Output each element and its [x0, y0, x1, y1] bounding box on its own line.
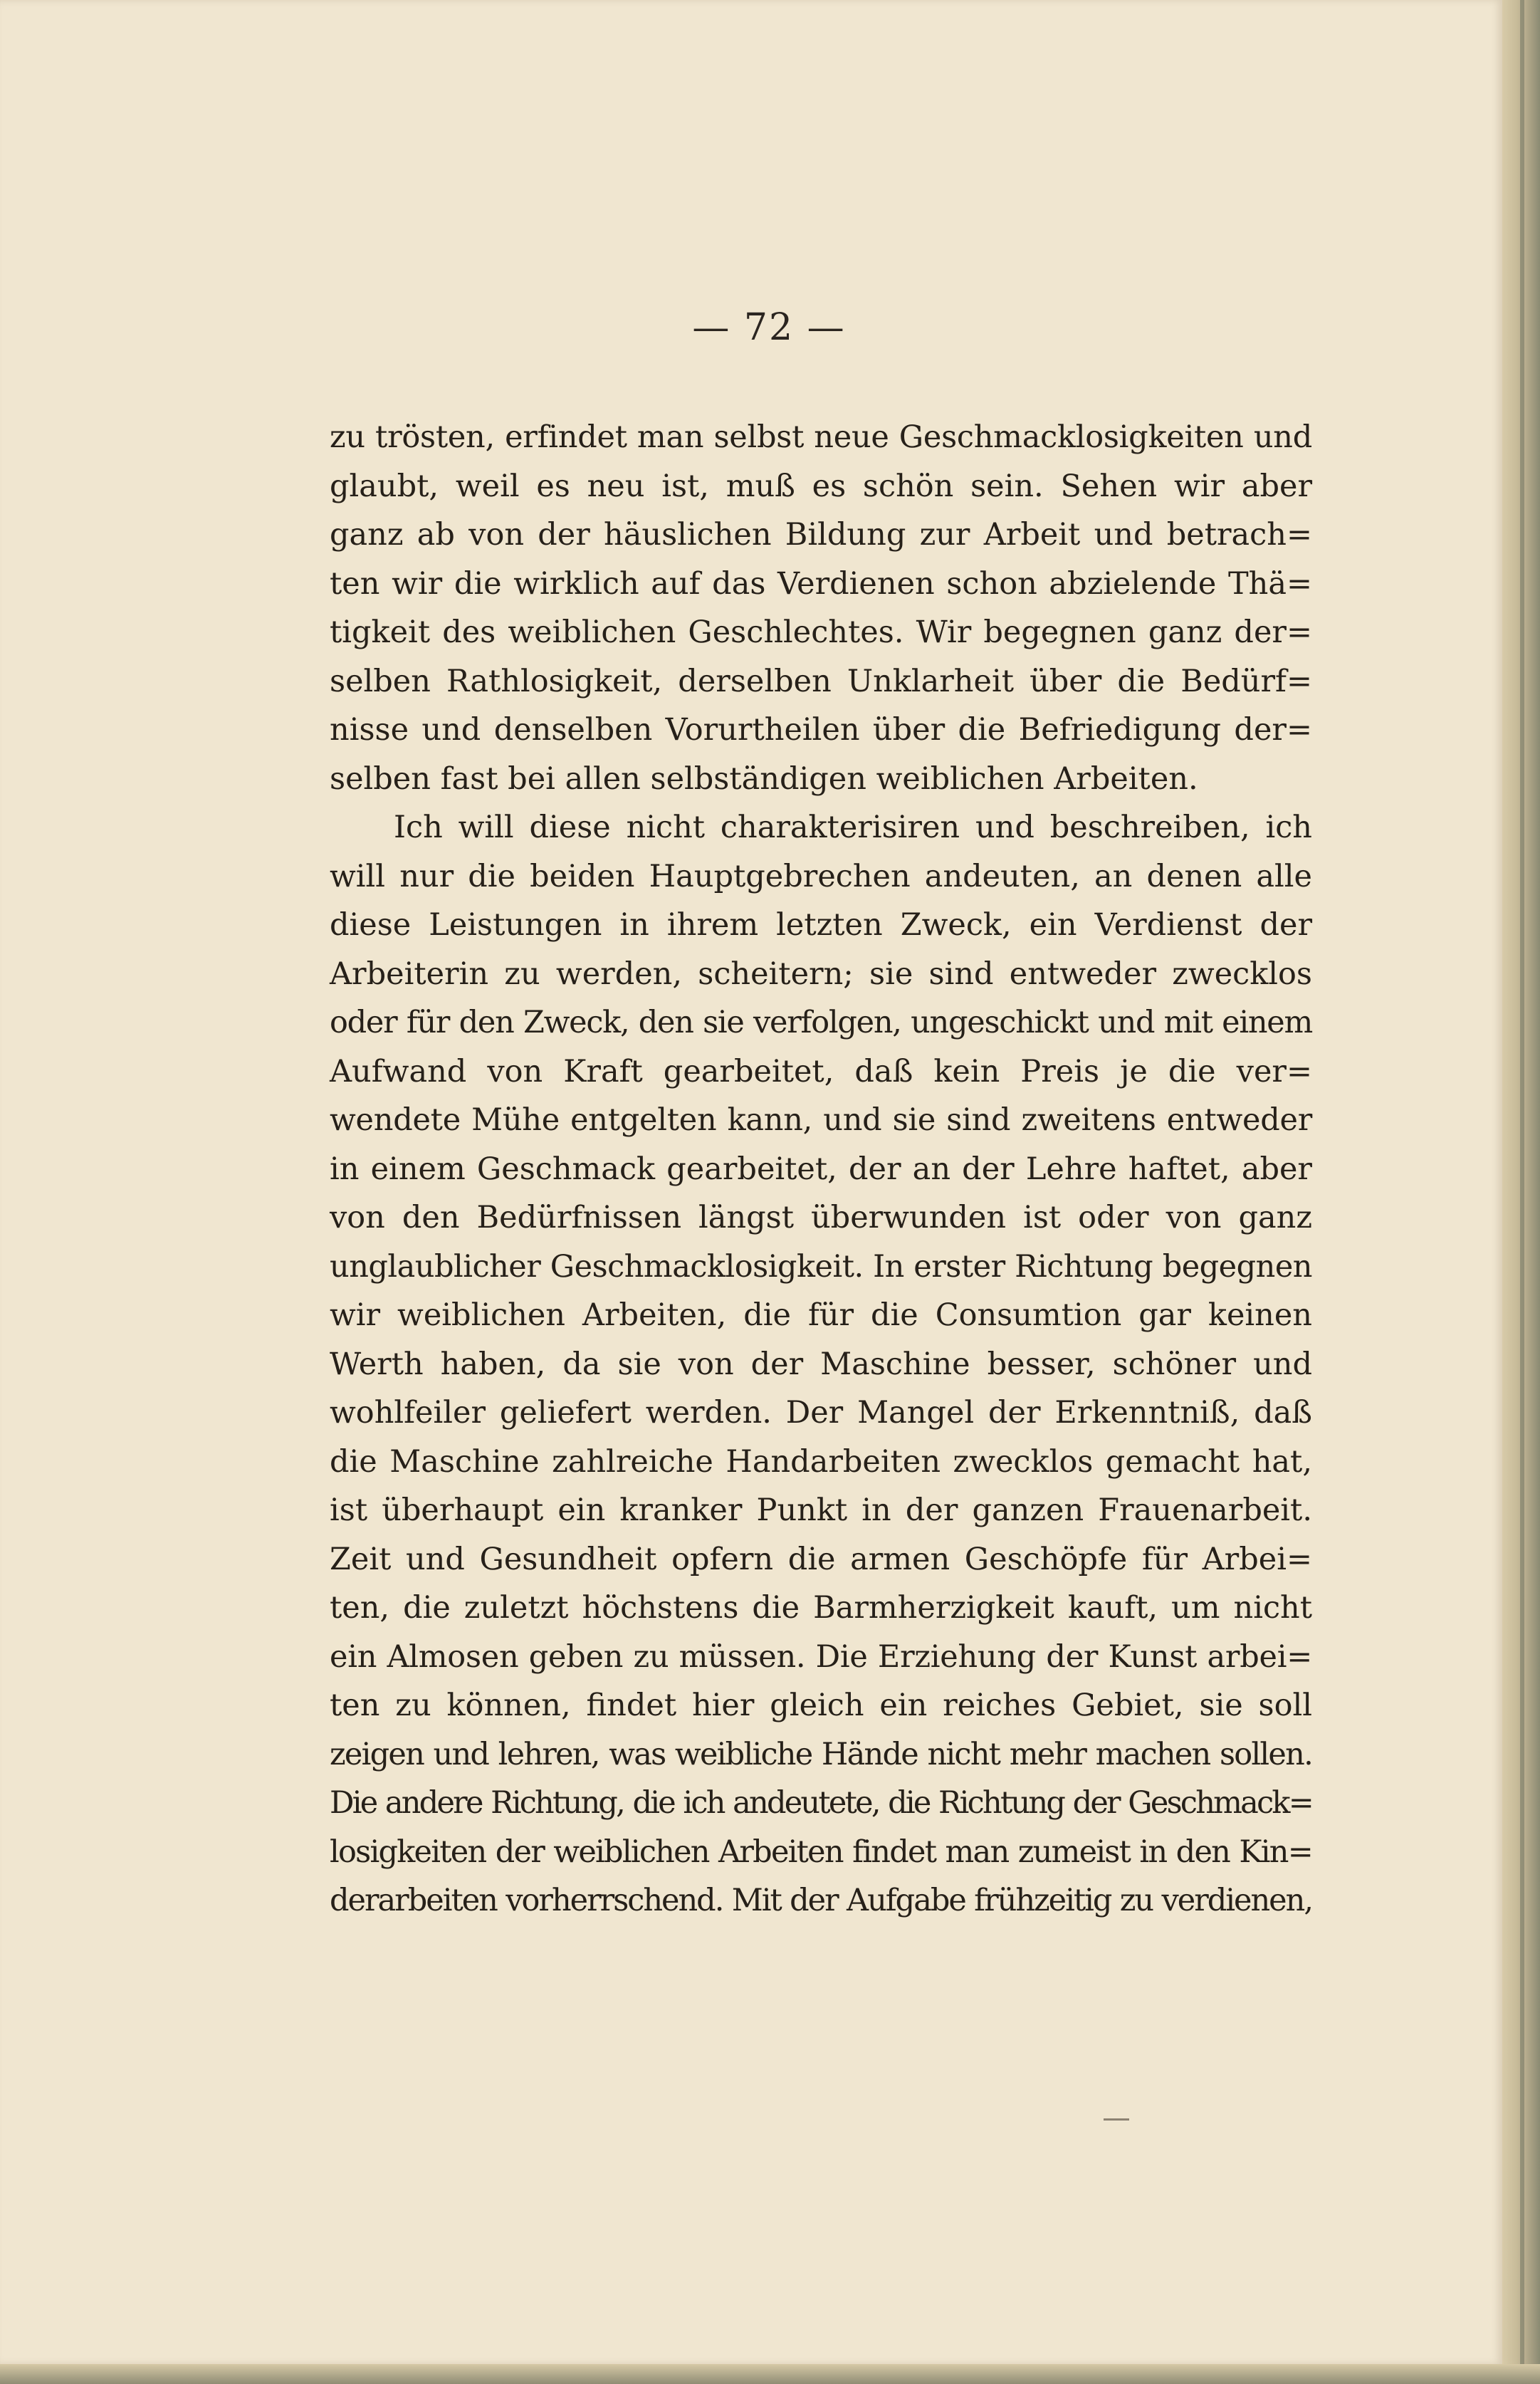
paragraph-start-line: Ich will diese nicht charakterisiren und beschreiben, ich	[394, 810, 1312, 845]
text-line: nisse und denselben Vorurtheilen über die Befriedigung der=	[330, 712, 1312, 748]
text-line: Aufwand von Kraft gearbeitet, daß kein Preis je die ver=	[330, 1053, 1312, 1089]
text-line: wendete Mühe entgelten kann, und sie sind zweitens entweder	[330, 1102, 1312, 1138]
text-line: ten wir die wirklich auf das Verdienen schon abzielende Thä=	[330, 565, 1312, 602]
text-line: losigkeiten der weiblichen Arbeiten findet man zumeist in den Kin=	[330, 1834, 1312, 1870]
text-line: Zeit und Gesundheit opfern die armen Geschöpfe für Arbei=	[330, 1541, 1312, 1577]
text-line: in einem Geschmack gearbeitet, der an der Lehre haftet, aber	[330, 1151, 1312, 1187]
text-line: ist überhaupt ein kranker Punkt in der ganzen Frauenarbeit.	[330, 1492, 1312, 1528]
page-number: — 72 —	[692, 306, 846, 349]
binding-line	[1520, 0, 1524, 2384]
text-line: ten zu können, findet hier gleich ein reiches Gebiet, sie soll	[330, 1688, 1312, 1723]
text-line: will nur die beiden Hauptgebrechen andeuten, an denen alle	[330, 858, 1312, 894]
text-line: diese Leistungen in ihrem letzten Zweck, ein Verdienst der	[330, 907, 1312, 943]
text-line: Werth haben, da sie von der Maschine besser, schöner und	[330, 1346, 1312, 1382]
text-line: die Maschine zahlreiche Handarbeiten zwecklos gemacht hat,	[330, 1443, 1312, 1480]
text-line: wohlfeiler geliefert werden. Der Mangel der Erkenntniß, daß	[330, 1395, 1312, 1431]
text-line: glaubt, weil es neu ist, muß es schön sein. Sehen wir aber	[330, 468, 1312, 504]
text-line: selben Rathlosigkeit, derselben Unklarheit über die Bedürf=	[330, 663, 1312, 699]
text-line: unglaublicher Geschmacklosigkeit. In erster Richtung begegnen	[330, 1248, 1312, 1285]
page-bottom-edge	[0, 2364, 1540, 2384]
text-line: ein Almosen geben zu müssen. Die Erziehung der Kunst arbei=	[330, 1638, 1312, 1675]
text-line: tigkeit des weiblichen Geschlechtes. Wir begegnen ganz der=	[330, 615, 1312, 650]
text-line: ganz ab von der häuslichen Bildung zur Arbeit und betrach=	[330, 517, 1312, 553]
text-line: derarbeiten vorherrschend. Mit der Aufgabe frühzeitig zu verdienen,	[330, 1883, 1312, 1918]
text-line: von den Bedürfnissen längst überwunden ist oder von ganz	[330, 1200, 1312, 1235]
text-line: Die andere Richtung, die ich andeutete, die Richtung der Geschmack=	[330, 1785, 1312, 1821]
printer-mark	[1104, 2118, 1129, 2121]
text-line: selben fast bei allen selbständigen weiblichen Arbeiten.	[330, 760, 1198, 797]
text-line: wir weiblichen Arbeiten, die für die Consumtion gar keinen	[330, 1297, 1312, 1333]
text-line: ten, die zuletzt höchstens die Barmherzigkeit kauft, um nicht	[330, 1590, 1312, 1626]
text-line: Arbeiterin zu werden, scheitern; sie sind entweder zwecklos	[330, 956, 1312, 992]
body-text	[330, 413, 1312, 1925]
text-line: oder für den Zweck, den sie verfolgen, ungeschickt und mit einem	[330, 1005, 1312, 1040]
text-line: zu trösten, erfindet man selbst neue Geschmacklosigkeiten und	[330, 419, 1312, 455]
text-line: zeigen und lehren, was weibliche Hände nicht mehr machen sollen.	[330, 1736, 1312, 1772]
